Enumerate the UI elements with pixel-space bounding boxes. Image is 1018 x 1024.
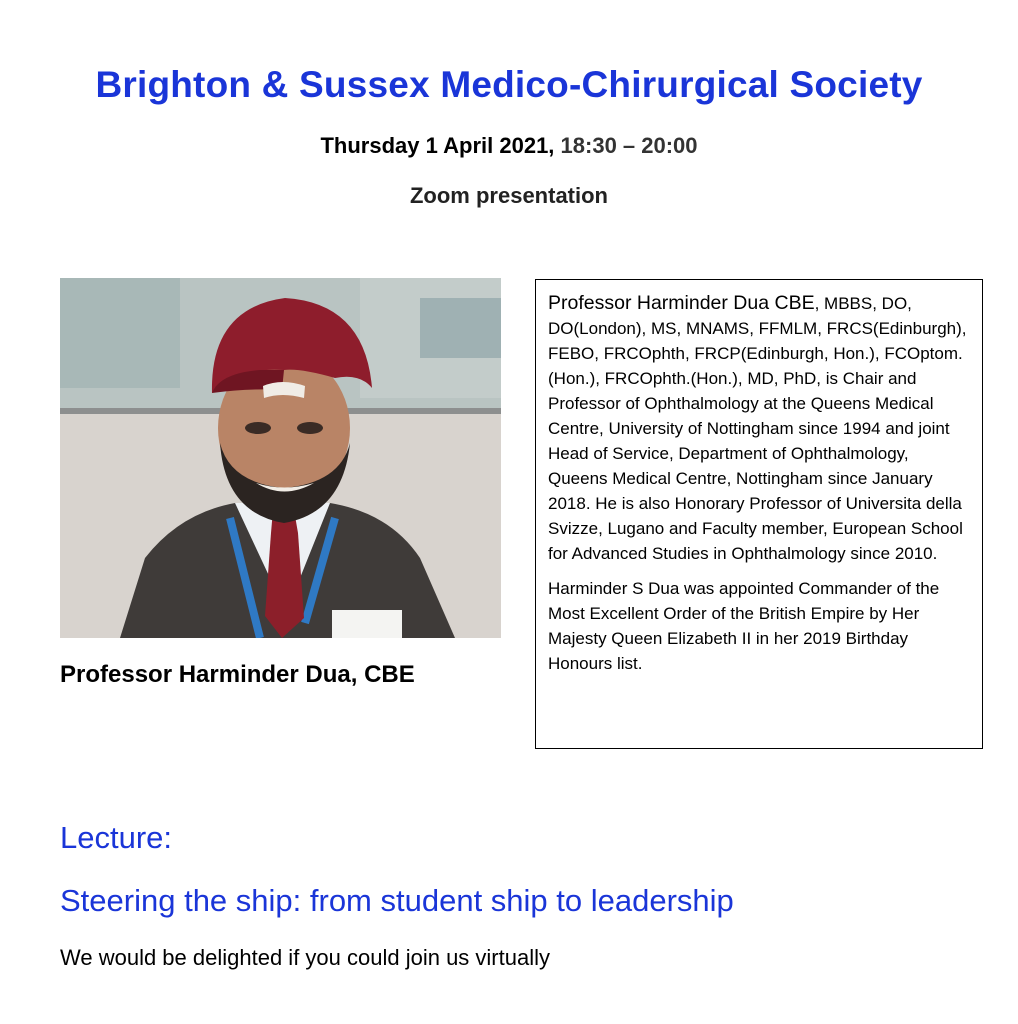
lecture-title: Steering the ship: from student ship to leadership bbox=[60, 883, 734, 918]
speaker-photo bbox=[60, 278, 501, 638]
lecture-label: Lecture: bbox=[60, 820, 173, 855]
event-date-text: Thursday 1 April 2021, bbox=[320, 133, 561, 158]
bio-paragraph-1 bbox=[548, 291, 972, 566]
event-date bbox=[0, 133, 1018, 159]
page-title: Brighton & Sussex Medico-Chirurgical Society bbox=[95, 64, 923, 105]
speaker-bio-box bbox=[535, 279, 983, 749]
invitation-text: We would be delighted if you could join us virtually bbox=[60, 945, 550, 970]
event-time: 18:30 – 20:00 bbox=[560, 133, 698, 158]
bio-speaker-name: Professor Harminder Dua CBE bbox=[548, 292, 815, 314]
bio-credentials-text: , MBBS, DO, DO(London), MS, MNAMS, FFMLM, FRCS(Edinburgh), FEBO, FRCOphth, FRCP(Edinburgh, Hon.), FCOptom.(Hon.), FRCOphth.(Hon.), MD, PhD, is Chair and Professor of Ophthalmology at the Queens Medical Centre, University of Nottingham since 1994 and joint Head of Service, Department of Ophthalmology, Queens Medical Centre, Nottingham since January 2018. He is also Honorary Professor of Universita della Svizze, Lugano and Faculty member, European School for Advanced Studies in Ophthalmology since 2010. bbox=[548, 294, 967, 563]
bio-paragraph-2: Harminder S Dua was appointed Commander of the Most Excellent Order of the British Empire by Her Majesty Queen Elizabeth II in her 2019 Birthday Honours list. bbox=[548, 579, 940, 673]
event-venue: Zoom presentation bbox=[409, 183, 608, 208]
speaker-caption: Professor Harminder Dua, CBE bbox=[60, 661, 415, 688]
